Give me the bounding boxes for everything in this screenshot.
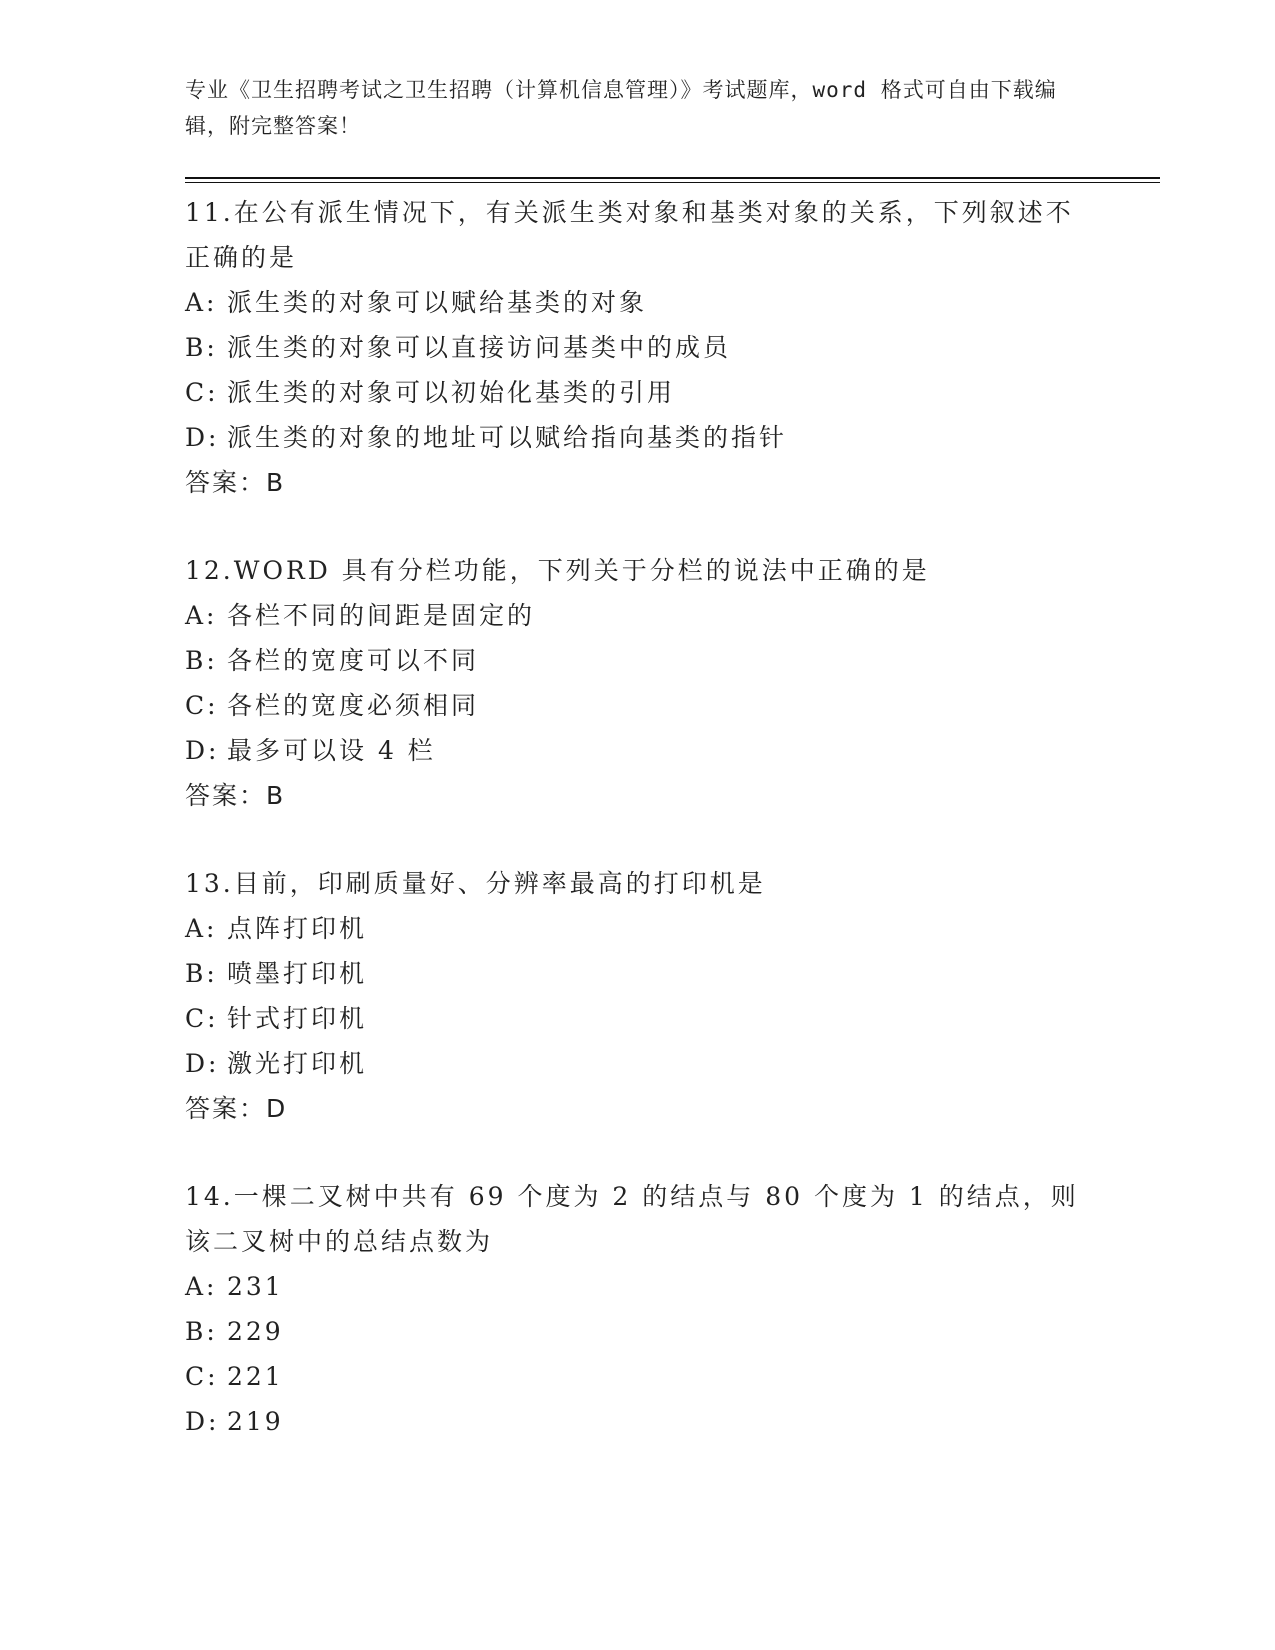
option-b [185, 325, 1085, 370]
option-c [185, 996, 1085, 1041]
option-text: 派生类的对象可以初始化基类的引用 [227, 378, 676, 407]
option-a [185, 1264, 1085, 1309]
option-text: 231 [227, 1272, 284, 1301]
option-a [185, 593, 1085, 638]
option-letter: D: [185, 736, 220, 765]
option-a [185, 906, 1085, 951]
option-text: 219 [227, 1407, 284, 1436]
question-11 [185, 190, 1085, 505]
option-letter: B: [185, 646, 218, 675]
header-divider-thick [185, 177, 1160, 179]
option-text: 229 [227, 1317, 284, 1346]
option-text: 针式打印机 [227, 1004, 368, 1033]
question-list [185, 190, 1085, 1487]
option-text: 221 [227, 1362, 284, 1391]
option-b [185, 1309, 1085, 1354]
option-letter: C: [185, 1362, 219, 1391]
option-d [185, 1399, 1085, 1444]
answer-line: 答案：D [185, 1094, 288, 1123]
option-b [185, 638, 1085, 683]
header-intro-text: 专业《卫生招聘考试之卫生招聘（计算机信息管理）》考试题库，word 格式可自由下载编辑，附完整答案！ [185, 78, 1057, 138]
question-stem: 14.一棵二叉树中共有 69 个度为 2 的结点与 80 个度为 1 的结点，则该二叉树中的总结点数为 [185, 1182, 1079, 1256]
option-letter: A: [185, 288, 218, 317]
option-letter: D: [185, 1049, 220, 1078]
option-b [185, 951, 1085, 996]
question-stem: 11.在公有派生情况下，有关派生类对象和基类对象的关系，下列叙述不正确的是 [185, 198, 1074, 272]
option-c [185, 1354, 1085, 1399]
option-c [185, 370, 1085, 415]
option-text: 点阵打印机 [227, 914, 368, 943]
option-d [185, 1041, 1085, 1086]
option-d [185, 728, 1085, 773]
option-text: 派生类的对象的地址可以赋给指向基类的指针 [227, 423, 788, 452]
option-letter: A: [185, 1272, 218, 1301]
option-text: 最多可以设 4 栏 [227, 736, 436, 765]
option-letter: D: [185, 1407, 220, 1436]
option-c [185, 683, 1085, 728]
option-letter: A: [185, 601, 218, 630]
question-14 [185, 1174, 1085, 1444]
option-letter: A: [185, 914, 218, 943]
option-text: 各栏的宽度必须相同 [227, 691, 480, 720]
document-header [185, 72, 1065, 144]
option-letter: B: [185, 333, 218, 362]
option-text: 激光打印机 [227, 1049, 368, 1078]
answer-line: 答案：B [185, 781, 286, 810]
question-13 [185, 861, 1085, 1131]
option-text: 喷墨打印机 [227, 959, 368, 988]
option-letter: B: [185, 959, 218, 988]
option-d [185, 415, 1085, 460]
option-text: 派生类的对象可以赋给基类的对象 [227, 288, 648, 317]
option-letter: C: [185, 691, 219, 720]
option-a [185, 280, 1085, 325]
option-text: 派生类的对象可以直接访问基类中的成员 [227, 333, 732, 362]
option-letter: B: [185, 1317, 218, 1346]
option-text: 各栏不同的间距是固定的 [227, 601, 536, 630]
answer-line: 答案：B [185, 468, 286, 497]
option-letter: D: [185, 423, 220, 452]
document-page [185, 0, 1160, 1650]
question-stem: 12.WORD 具有分栏功能，下列关于分栏的说法中正确的是 [185, 556, 930, 585]
header-divider-thin [185, 182, 1160, 183]
question-stem: 13.目前，印刷质量好、分辨率最高的打印机是 [185, 869, 766, 898]
option-text: 各栏的宽度可以不同 [227, 646, 480, 675]
option-letter: C: [185, 378, 219, 407]
option-letter: C: [185, 1004, 219, 1033]
question-12 [185, 548, 1085, 818]
